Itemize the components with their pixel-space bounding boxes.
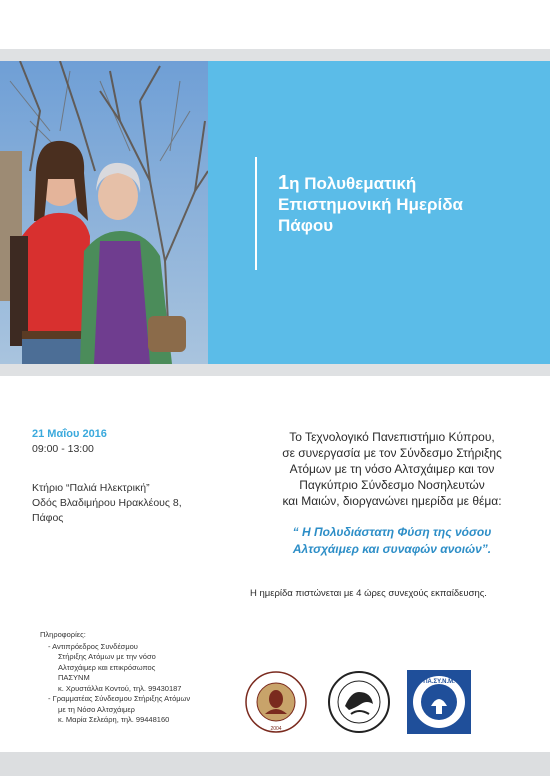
- intro-line-4: Παγκύπριο Σύνδεσμο Νοσηλευτών: [299, 478, 485, 492]
- contact-2-line-3: κ. Μαρία Σελεάρη, τηλ. 99448160: [58, 715, 170, 724]
- venue-line-3: Πάφος: [32, 512, 64, 524]
- logo1-year: 2004: [270, 726, 282, 732]
- contact-1-line-1: - Αντιπρόεδρος Συνδέσμου: [48, 641, 138, 651]
- title-divider: [255, 157, 257, 270]
- contact-1-line-2: Στήριξης Ατόμων με την νόσο: [58, 652, 156, 661]
- pasynm-logo: [407, 670, 471, 734]
- photo-illustration: [0, 61, 208, 364]
- event-date: 21 Μαΐου 2016: [32, 428, 107, 440]
- bottom-gray-band: [0, 752, 550, 776]
- top-gray-band: [0, 49, 550, 61]
- contact-1-line-3: Αλτσχάιμερ και επικρόσωπος: [58, 662, 156, 672]
- title-number: 1: [278, 172, 290, 194]
- title-line-2: Επιστημονική Ημερίδα: [278, 195, 463, 214]
- info-heading: Πληροφορίες:: [40, 630, 86, 639]
- title-line-1: η Πολυθεματική: [289, 174, 417, 193]
- hero-photo: [0, 61, 208, 364]
- event-title: [278, 173, 538, 236]
- intro-line-1: Το Τεχνολογικό Πανεπιστήμιο Κύπρου,: [289, 430, 495, 444]
- contact-info: [40, 630, 190, 726]
- intro-line-2: σε συνεργασία με τον Σύνδεσμο Στήριξης: [282, 446, 502, 460]
- venue-line-2: Οδός Βλαδιμήρου Ηρακλέους 8,: [32, 497, 182, 509]
- university-seal-icon: [245, 668, 307, 736]
- title-line-3: Πάφου: [278, 216, 334, 235]
- contact-1-line-4: ΠΑΣΥΝΜ: [58, 673, 90, 682]
- event-time: 09:00 - 13:00: [32, 443, 94, 455]
- contact-2-line-1: - Γραμματέας Σύνδεσμου Στήριξης Ατόμων: [48, 694, 191, 703]
- contact-2-line-2: με τη Νόσο Αλτσχάιμερ: [58, 704, 135, 714]
- venue-line-1: Κτήριο “Παλιά Ηλεκτρική”: [32, 482, 150, 494]
- logo3-label: ΠΑ.ΣΥ.Ν.Μ.: [423, 679, 455, 685]
- association-seal-icon: [327, 670, 391, 734]
- alzheimer-association-logo: [327, 670, 391, 734]
- theme-line-1: “ Η Πολυδιάστατη Φύση της νόσου: [292, 525, 492, 539]
- intro-line-3: Ατόμων με τη νόσο Αλτσχάιμερ και τον: [289, 462, 495, 476]
- pasynm-seal-icon: [407, 670, 471, 734]
- intro-paragraph: [244, 429, 540, 509]
- theme-line-2: Αλτσχάιμερ και συναφών ανοιών”.: [292, 542, 492, 556]
- contact-1-line-5: κ. Χρυστάλλα Κοντού, τηλ. 99430187: [58, 683, 182, 693]
- middle-gray-band: [0, 364, 550, 376]
- event-venue: [32, 481, 182, 526]
- event-theme: [244, 524, 540, 558]
- credit-note: Η ημερίδα πιστώνεται με 4 ώρες συνεχούς εκπαίδευσης.: [250, 588, 487, 599]
- university-logo: [245, 668, 307, 736]
- intro-line-5: και Μαιών, διοργανώνει ημερίδα με θέμα:: [282, 494, 502, 508]
